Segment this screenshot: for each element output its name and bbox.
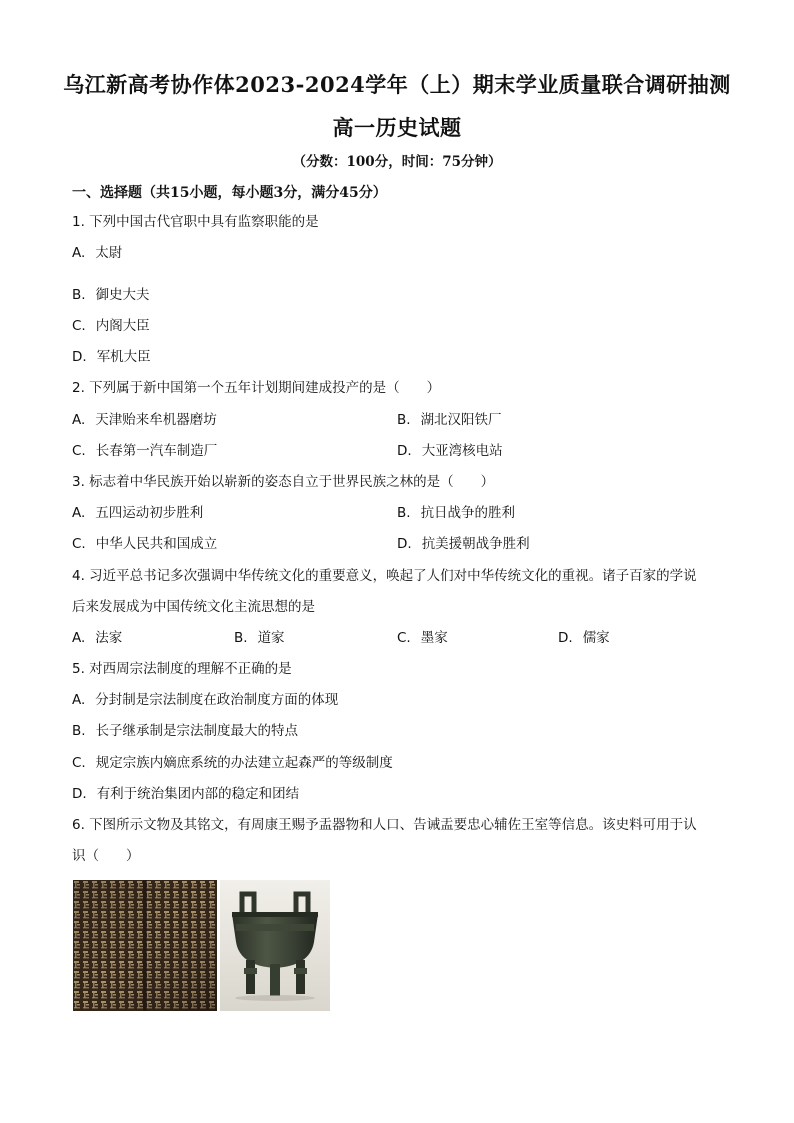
option-label: B. [72, 287, 86, 303]
option-text: 道家 [257, 630, 285, 646]
question-4-option-b [234, 629, 285, 647]
option-label: D. [72, 786, 87, 802]
question-3-option-b [397, 504, 515, 522]
option-text: 抗日战争的胜利 [420, 505, 516, 521]
question-2-option-b [397, 411, 502, 429]
question-5-option-c [72, 754, 393, 772]
option-label: B. [234, 630, 248, 646]
bronze-ding-vessel-image [220, 880, 330, 1011]
section-title: 一、选择题（共15小题，每小题3分，满分45分） [72, 185, 387, 201]
option-label: B. [397, 412, 411, 428]
option-text: 湖北汉阳铁厂 [420, 412, 502, 428]
question-1-option-c [72, 317, 150, 335]
option-label: D. [397, 536, 412, 552]
question-5-option-a [72, 691, 338, 709]
option-label: A. [72, 630, 86, 646]
option-label: A. [72, 505, 86, 521]
exam-title: 乌江新高考协作体2023-2024学年（上）期末学业质量联合调研抽测 [63, 72, 731, 97]
question-2-stem: 2. 下列属于新中国第一个五年计划期间建成投产的是（ ） [72, 380, 441, 396]
option-label: A. [72, 412, 86, 428]
option-text: 太尉 [95, 245, 123, 261]
option-text: 中华人民共和国成立 [95, 536, 218, 552]
question-3-stem: 3. 标志着中华民族开始以崭新的姿态自立于世界民族之林的是（ ） [72, 474, 495, 490]
question-4-stem-line-1: 4. 习近平总书记多次强调中华传统文化的重要意义，唤起了人们对中华传统文化的重视。诸子百家的学说 [72, 568, 697, 584]
option-text: 规定宗族内嫡庶系统的办法建立起森严的等级制度 [95, 755, 393, 771]
question-3-option-a [72, 504, 203, 522]
option-text: 儒家 [582, 630, 610, 646]
option-text: 五四运动初步胜利 [95, 505, 204, 521]
question-6-stem-line-1: 6. 下图所示文物及其铭文，有周康王赐予盂器物和人口、告诫盂要忠心辅佐王室等信息。该史料可用于认 [72, 817, 697, 833]
exam-subtitle: 高一历史试题 [332, 115, 462, 140]
option-text: 有利于统治集团内部的稳定和团结 [96, 786, 300, 802]
question-3-option-c [72, 535, 217, 553]
question-5-stem: 5. 对西周宗法制度的理解不正确的是 [72, 661, 292, 677]
option-label: D. [558, 630, 573, 646]
exam-meta: （分数：100分，时间：75分钟） [292, 154, 502, 170]
option-label: C. [72, 755, 86, 771]
option-label: D. [72, 349, 87, 365]
question-4-option-a [72, 629, 122, 647]
question-4-stem-line-2: 后来发展成为中国传统文化主流思想的是 [72, 599, 315, 615]
option-text: 大亚湾核电站 [421, 443, 503, 459]
question-5-option-d [72, 785, 299, 803]
question-6-stem-line-2: 识（ ） [72, 848, 140, 864]
option-label: D. [397, 443, 412, 459]
question-5-option-b [72, 722, 298, 740]
question-1-stem: 1. 下列中国古代官职中具有监察职能的是 [72, 214, 319, 230]
question-4-option-c [397, 629, 448, 647]
question-3-option-d [397, 535, 530, 553]
question-2-option-c [72, 442, 217, 460]
question-1-option-b [72, 286, 150, 304]
question-4-option-d [558, 629, 610, 647]
option-text: 法家 [95, 630, 123, 646]
question-2-option-d [397, 442, 503, 460]
option-text: 军机大臣 [96, 349, 151, 365]
option-text: 内阁大臣 [95, 318, 150, 334]
option-label: C. [72, 536, 86, 552]
option-text: 长春第一汽车制造厂 [95, 443, 218, 459]
option-label: C. [72, 318, 86, 334]
bronze-inscription-image [73, 880, 217, 1011]
option-label: C. [72, 443, 86, 459]
option-text: 长子继承制是宗法制度最大的特点 [95, 723, 299, 739]
question-1-option-a [72, 244, 122, 262]
option-text: 墨家 [420, 630, 448, 646]
question-2-option-a [72, 411, 217, 429]
option-label: B. [397, 505, 411, 521]
option-label: A. [72, 245, 86, 261]
option-text: 御史大夫 [95, 287, 150, 303]
option-text: 抗美援朝战争胜利 [421, 536, 530, 552]
option-label: A. [72, 692, 86, 708]
option-text: 天津贻来牟机器磨坊 [95, 412, 217, 428]
option-label: C. [397, 630, 411, 646]
question-1-option-d [72, 348, 151, 366]
option-label: B. [72, 723, 86, 739]
option-text: 分封制是宗法制度在政治制度方面的体现 [95, 692, 339, 708]
